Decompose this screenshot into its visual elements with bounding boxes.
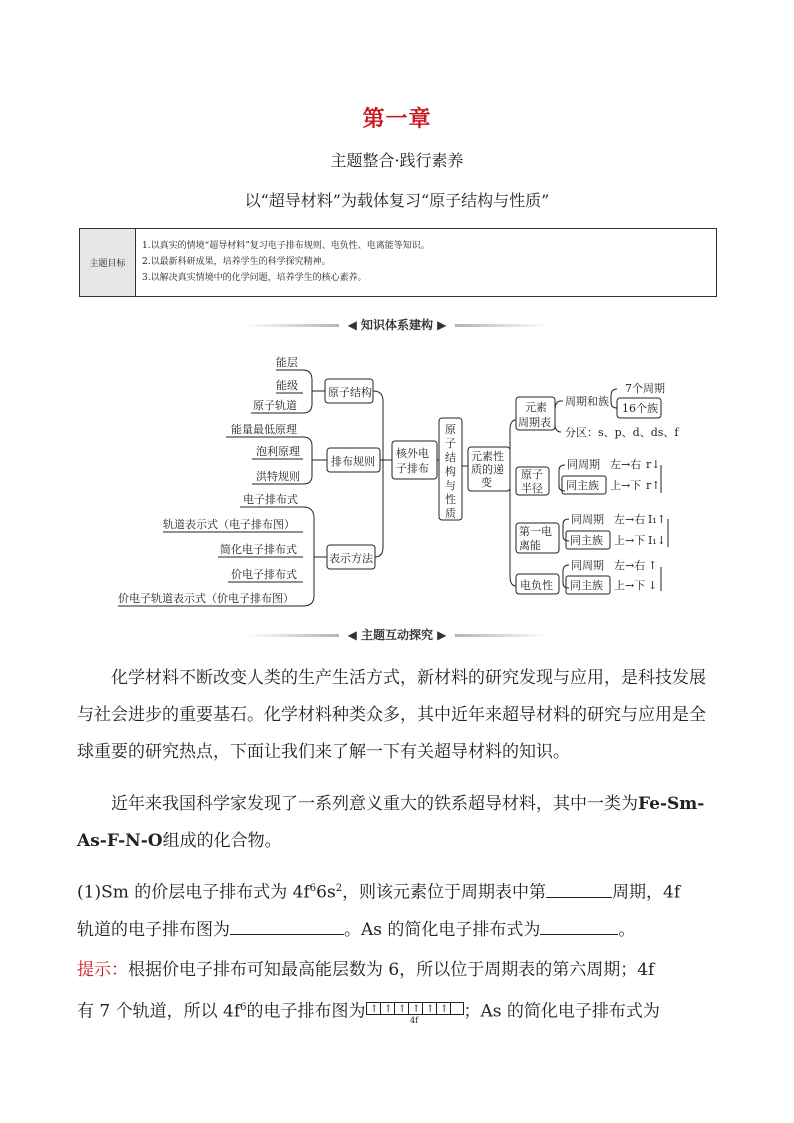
- node-radius-group: 同主族: [566, 479, 599, 492]
- node-valence-orbital: 价电子轨道表示式（价电子排布图）: [118, 592, 294, 605]
- section-title: ◀ 主题互动探究 ▶: [347, 628, 447, 642]
- node-radius-period-mark: r↓: [646, 458, 661, 471]
- node-banjing-1: 原子: [521, 468, 543, 481]
- node-pauli: 泡利原理: [256, 445, 300, 458]
- answer-blank-period[interactable]: [546, 881, 612, 898]
- node-en-group: 同主族: [570, 579, 603, 592]
- node-radius-period-trend: 左→右: [610, 458, 642, 471]
- goal-item: 3.以解决真实情境中的化学问题，培养学生的核心素养。: [142, 273, 367, 283]
- node-orbital-diagram: 轨道表示式（电子排布图）: [163, 518, 295, 531]
- orbital-arrow: ↑: [397, 1004, 406, 1016]
- node-hund: 洪特规则: [256, 470, 300, 483]
- node-ie-period: 同周期: [571, 513, 604, 526]
- node-dianli-1: 第一电: [519, 525, 552, 538]
- node-center-3: 结: [445, 451, 456, 464]
- node-en-period: 同周期: [571, 559, 604, 572]
- paragraph-context: 近年来我国科学家发现了一系列意义重大的铁系超导材料，其中一类为Fe-Sm-As-F-N-O组成的化合物。: [77, 794, 705, 851]
- node-en-period-mark: ↑: [648, 559, 658, 572]
- node-hewai-1: 核外电: [396, 447, 429, 460]
- goals-label: 主题目标: [80, 229, 136, 296]
- node-ie-period-mark: I₁↑: [648, 513, 666, 526]
- node-center-5: 与: [445, 479, 456, 492]
- node-radius-group-trend: 上→下: [610, 479, 642, 492]
- node-zhouqibiao-1: 元素: [525, 401, 547, 414]
- node-sixteen-groups: 16个族: [622, 402, 658, 415]
- chapter-title: 第一章: [362, 106, 432, 132]
- goal-item: 2.以最新科研成果，培养学生的科学探究精神。: [142, 257, 331, 267]
- hint-paragraph: 提示：根据价电子排布可知最高能层数为 6，所以位于周期表的第六周期；4f 有 7 个轨道，所以 $4f^6$的电子排布图为 ↑ ↑ ↑ ↑ ↑ ↑ 4f ；As 的简化电子排布式为: [77, 960, 660, 1025]
- node-en-period-trend: 左→右: [614, 559, 646, 572]
- node-banjing-2: 半径: [521, 482, 543, 495]
- node-dianli-2: 离能: [519, 539, 541, 552]
- orbital-arrow: ↑: [439, 1004, 448, 1016]
- node-valence: 价电子排布式: [231, 568, 297, 581]
- node-simplified: 简化电子排布式: [220, 543, 297, 556]
- section-subtitle: 主题整合·践行素养: [330, 151, 464, 170]
- node-center-6: 性: [445, 493, 456, 506]
- goal-item: 1.以真实的情境“超导材料”复习电子排布规则、电负性、电离能等知识。: [142, 241, 430, 251]
- orbital-arrow: ↑: [411, 1004, 420, 1016]
- node-guidao: 原子轨道: [253, 399, 297, 412]
- node-fuxing: 电负性: [520, 579, 553, 592]
- node-ie-group-mark: I₁↓: [648, 534, 666, 547]
- orbital-arrow: ↑: [369, 1004, 378, 1016]
- node-en-group-trend: 上→下: [614, 579, 646, 592]
- node-dijian-1: 元素性: [471, 450, 504, 463]
- node-radius-period: 同周期: [567, 458, 600, 471]
- node-paibu-guize: 排布规则: [331, 455, 375, 468]
- paragraph-intro: 化学材料不断改变人类的生产生活方式，新材料的研究发现与应用，是科技发展与社会进步的重要基石。化学材料种类众多，其中近年来超导材料的研究与应用是全球重要的研究热点，下面让我们来了解一下有关超导材料的知识。: [77, 668, 706, 762]
- node-center-4: 构: [445, 465, 456, 478]
- node-ie-group-trend: 上→下: [614, 534, 646, 547]
- node-fenqu: 分区：s、p、d、ds、f: [565, 426, 679, 439]
- node-en-group-mark: ↓: [648, 579, 658, 592]
- node-dijian-2: 质的递: [471, 463, 504, 476]
- node-hewai-2: 子排布: [396, 462, 429, 475]
- question-1: (1)Sm 的价层电子排布式为 $4f^66s^2$，则该元素位于周期表中第 周期，4f 轨道的电子排布图为 。As 的简化电子排布式为 。: [77, 882, 681, 940]
- node-center-1: 原: [445, 423, 456, 436]
- node-dijian-3: 变: [481, 476, 492, 489]
- node-seven-periods: 7个周期: [625, 382, 665, 395]
- answer-blank-as-config[interactable]: [540, 918, 618, 935]
- node-nengceng: 能层: [276, 356, 298, 369]
- node-yuanzi-jiegou: 原子结构: [328, 386, 372, 399]
- orbital-diagram-4f: [366, 1001, 464, 1023]
- section-title: ◀ 知识体系建构 ▶: [347, 318, 447, 332]
- section-header-explore: [244, 626, 550, 644]
- node-ie-group: 同主族: [570, 534, 603, 547]
- answer-blank-orbital[interactable]: [230, 918, 344, 935]
- topic-title: 以“超导材料”为载体复习“原子结构与性质”: [244, 191, 550, 210]
- orbital-label: 4f: [409, 1016, 418, 1025]
- node-center-2: 子: [445, 437, 456, 450]
- node-radius-group-mark: r↑: [646, 479, 661, 492]
- node-nengliang: 能量最低原理: [231, 423, 297, 436]
- node-config: 电子排布式: [243, 493, 298, 506]
- node-center-7: 质: [445, 507, 456, 520]
- orbital-arrow: ↑: [425, 1004, 434, 1016]
- node-biaoshi-fangfa: 表示方法: [329, 552, 373, 565]
- node-nengji: 能级: [276, 379, 298, 392]
- orbital-arrow: ↑: [383, 1004, 392, 1016]
- formula-elements: Fe-Sm-As-F-N-O: [77, 794, 705, 851]
- hint-label: 提示：: [77, 960, 128, 980]
- node-ie-period-trend: 左→右: [614, 513, 646, 526]
- node-zhouqi-zu: 周期和族: [565, 395, 609, 408]
- node-zhouqibiao-2: 周期表: [518, 416, 551, 429]
